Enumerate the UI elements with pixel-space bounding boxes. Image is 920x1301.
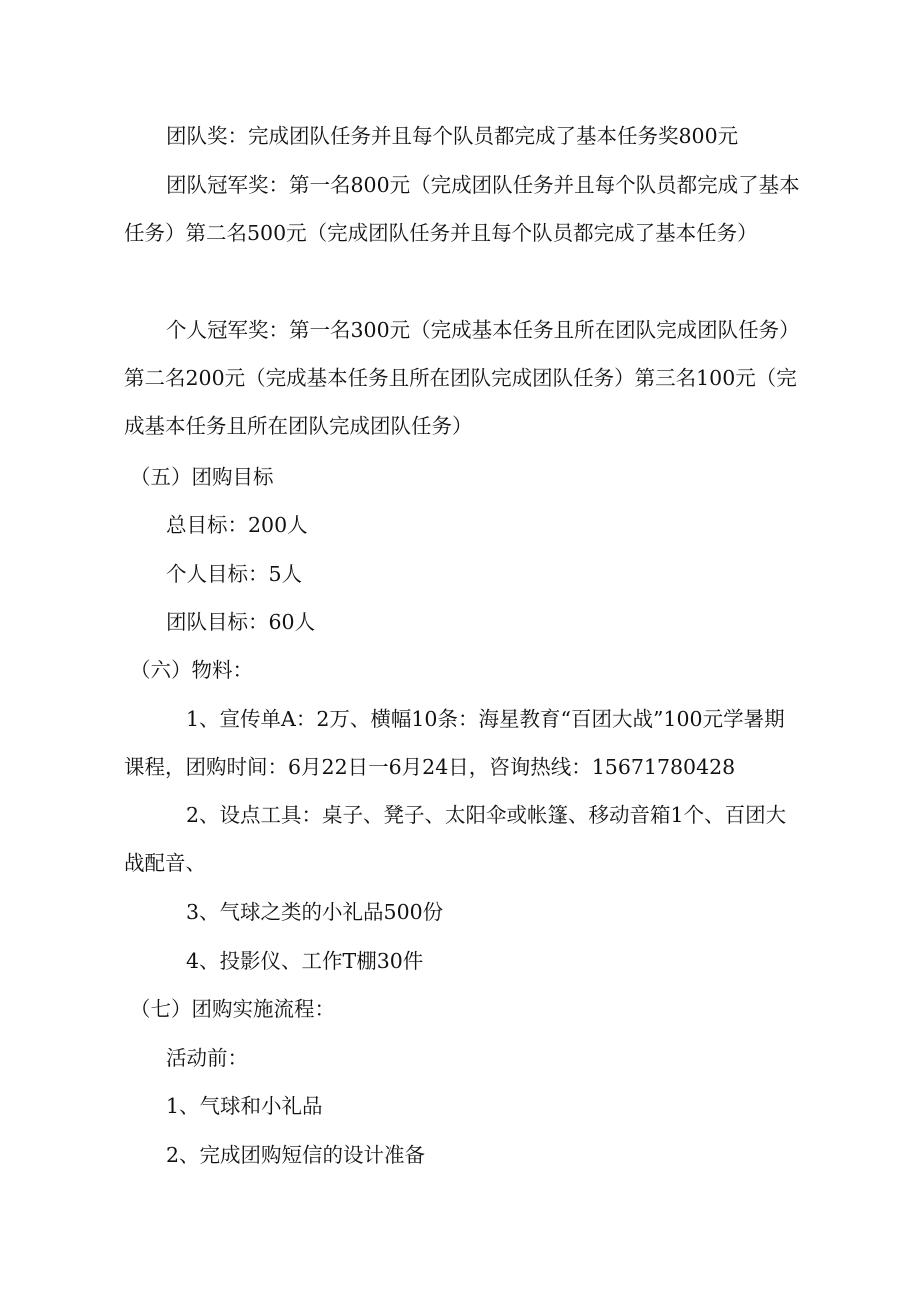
section-5-heading: （五）团购目标	[130, 465, 274, 489]
step-2-line: 2、完成团购短信的设计准备	[166, 1143, 426, 1167]
team-champion-paragraph: 团队冠军奖：第一名800元（完成团队任务并且每个队员都完成了基本任务）第二名500元（完成团队任务并且每个队员都完成了基本任务）	[124, 173, 800, 245]
total-target-line: 总目标：200人	[166, 513, 308, 537]
section-7-heading: （七）团购实施流程：	[130, 997, 335, 1021]
personal-target-line: 个人目标：5人	[166, 562, 303, 586]
material-item-1: 1、宣传单A：2万、横幅10条：海星教育“百团大战”100元学暑期课程，团购时间：6月22日一6月24日，咨询热线：15671780428	[124, 707, 785, 779]
material-item-4: 4、投影仪、工作T棚30件	[186, 949, 424, 973]
team-target-line: 团队目标：60人	[166, 610, 316, 634]
before-event-label: 活动前：	[166, 1046, 248, 1070]
team-award-paragraph: 团队奖：完成团队任务并且每个队员都完成了基本任务奖800元	[166, 124, 739, 148]
step-1-line: 1、气球和小礼品	[166, 1094, 323, 1118]
section-6-heading: （六）物料：	[130, 658, 253, 682]
material-item-2: 2、设点工具：桌子、凳子、太阳伞或帐篷、移动音箱1个、百团大战配音、	[124, 803, 787, 875]
individual-champion-paragraph: 个人冠军奖：第一名300元（完成基本任务且所在团队完成团队任务）第二名200元（完成基本任务且所在团队完成团队任务）第三名100元（完成基本任务且所在团队完成团队任务）	[124, 318, 800, 438]
material-item-3: 3、气球之类的小礼品500份	[186, 900, 444, 924]
